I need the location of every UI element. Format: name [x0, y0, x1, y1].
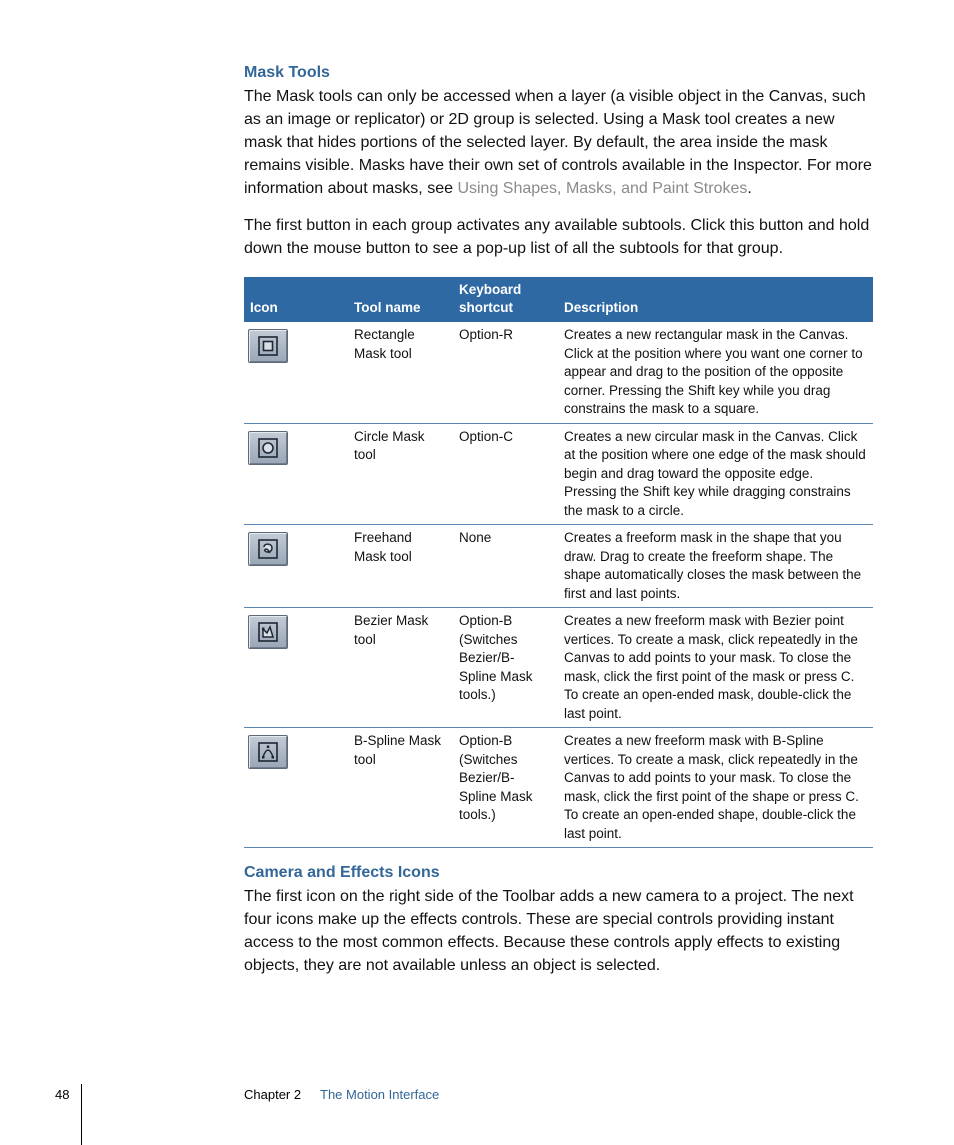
- header-description: Description: [558, 277, 873, 322]
- camera-effects-paragraph: The first icon on the right side of the Toolbar adds a new camera to a project. The next four icons make up the effects controls. These are special controls providing instant access to the most common effects. Because these controls apply effects to existing objects, they are not available unless an object is selected.: [244, 888, 854, 974]
- header-icon: Icon: [244, 277, 348, 322]
- tool-shortcut: None: [453, 525, 558, 608]
- bezier-mask-icon: [248, 615, 288, 649]
- page-number: 48: [55, 1087, 70, 1102]
- tool-name: Bezier Mask tool: [348, 608, 453, 728]
- header-keyboard-line2: shortcut: [459, 300, 513, 315]
- header-keyboard-shortcut: [453, 277, 558, 322]
- table-row: [244, 423, 873, 525]
- table-row: [244, 525, 873, 608]
- tool-description: Creates a freeform mask in the shape that you draw. Drag to create the freeform shape. The shape automatically closes the mask between the first and last points.: [558, 525, 873, 608]
- footer-divider: [81, 1084, 82, 1145]
- footer-chapter-title[interactable]: The Motion Interface: [320, 1087, 440, 1102]
- tool-shortcut: Option-C: [453, 423, 558, 525]
- table-row: [244, 322, 873, 423]
- table-row: [244, 608, 873, 728]
- bspline-mask-icon: [248, 735, 288, 769]
- table-row: [244, 728, 873, 848]
- tool-name: Rectangle Mask tool: [348, 322, 453, 423]
- circle-mask-icon: [248, 431, 288, 465]
- tool-name: B-Spline Mask tool: [348, 728, 453, 848]
- table-header: [244, 277, 873, 322]
- tool-shortcut: Option-R: [453, 322, 558, 423]
- footer-chapter-label: Chapter 2: [244, 1087, 302, 1102]
- mask-tools-table: [244, 277, 873, 848]
- tool-shortcut: Option-B (Switches Bezier/B-Spline Mask tools.): [453, 608, 558, 728]
- tool-description: Creates a new circular mask in the Canvas. Click at the position where one edge of the mask should begin and drag toward the opposite edge. Pressing the Shift key while dragging constrains the mask to a circle.: [558, 423, 873, 525]
- page-content: [244, 60, 874, 977]
- header-keyboard-line1: Keyboard: [459, 282, 522, 297]
- freehand-mask-icon: [248, 532, 288, 566]
- shapes-masks-link[interactable]: Using Shapes, Masks, and Paint Strokes: [457, 180, 748, 197]
- mask-tools-paragraph-end: .: [747, 180, 752, 197]
- tool-shortcut: Option-B (Switches Bezier/B-Spline Mask tools.): [453, 728, 558, 848]
- subtools-paragraph: The first button in each group activates any available subtools. Click this button and hold down the mouse button to see a pop-up list of all the subtools for that group.: [244, 217, 870, 257]
- tool-description: Creates a new rectangular mask in the Canvas. Click at the position where you want one corner to appear and drag to the position of the opposite corner. Pressing the Shift key while you drag constrains the mask to a square.: [558, 322, 873, 423]
- tool-name: Freehand Mask tool: [348, 525, 453, 608]
- section-heading-mask-tools: Mask Tools: [244, 64, 330, 81]
- tool-description: Creates a new freeform mask with Bezier point vertices. To create a mask, click repeatedly in the Canvas to add points to your mask. To close the mask, click the first point of the mask or press C. To create an open-ended mask, double-click the last point.: [558, 608, 873, 728]
- mask-tools-paragraph: [244, 85, 874, 200]
- mask-tools-paragraph-text: The Mask tools can only be accessed when a layer (a visible object in the Canvas, such as an image or replicator) or 2D group is selected. Using a Mask tool creates a new mask that hides portions of the selected layer. By default, the area inside the mask remains visible. Masks have their own set of controls available in the Inspector. For more information about masks, see: [244, 88, 872, 197]
- header-tool-name: Tool name: [348, 277, 453, 322]
- section-heading-camera-effects: Camera and Effects Icons: [244, 864, 440, 881]
- tool-name: Circle Mask tool: [348, 423, 453, 525]
- rectangle-mask-icon: [248, 329, 288, 363]
- tool-description: Creates a new freeform mask with B-Spline vertices. To create a mask, click repeatedly in the Canvas to add points to your mask. To close the mask, click the first point of the shape or press C. To create an open-ended shape, double-click the last point.: [558, 728, 873, 848]
